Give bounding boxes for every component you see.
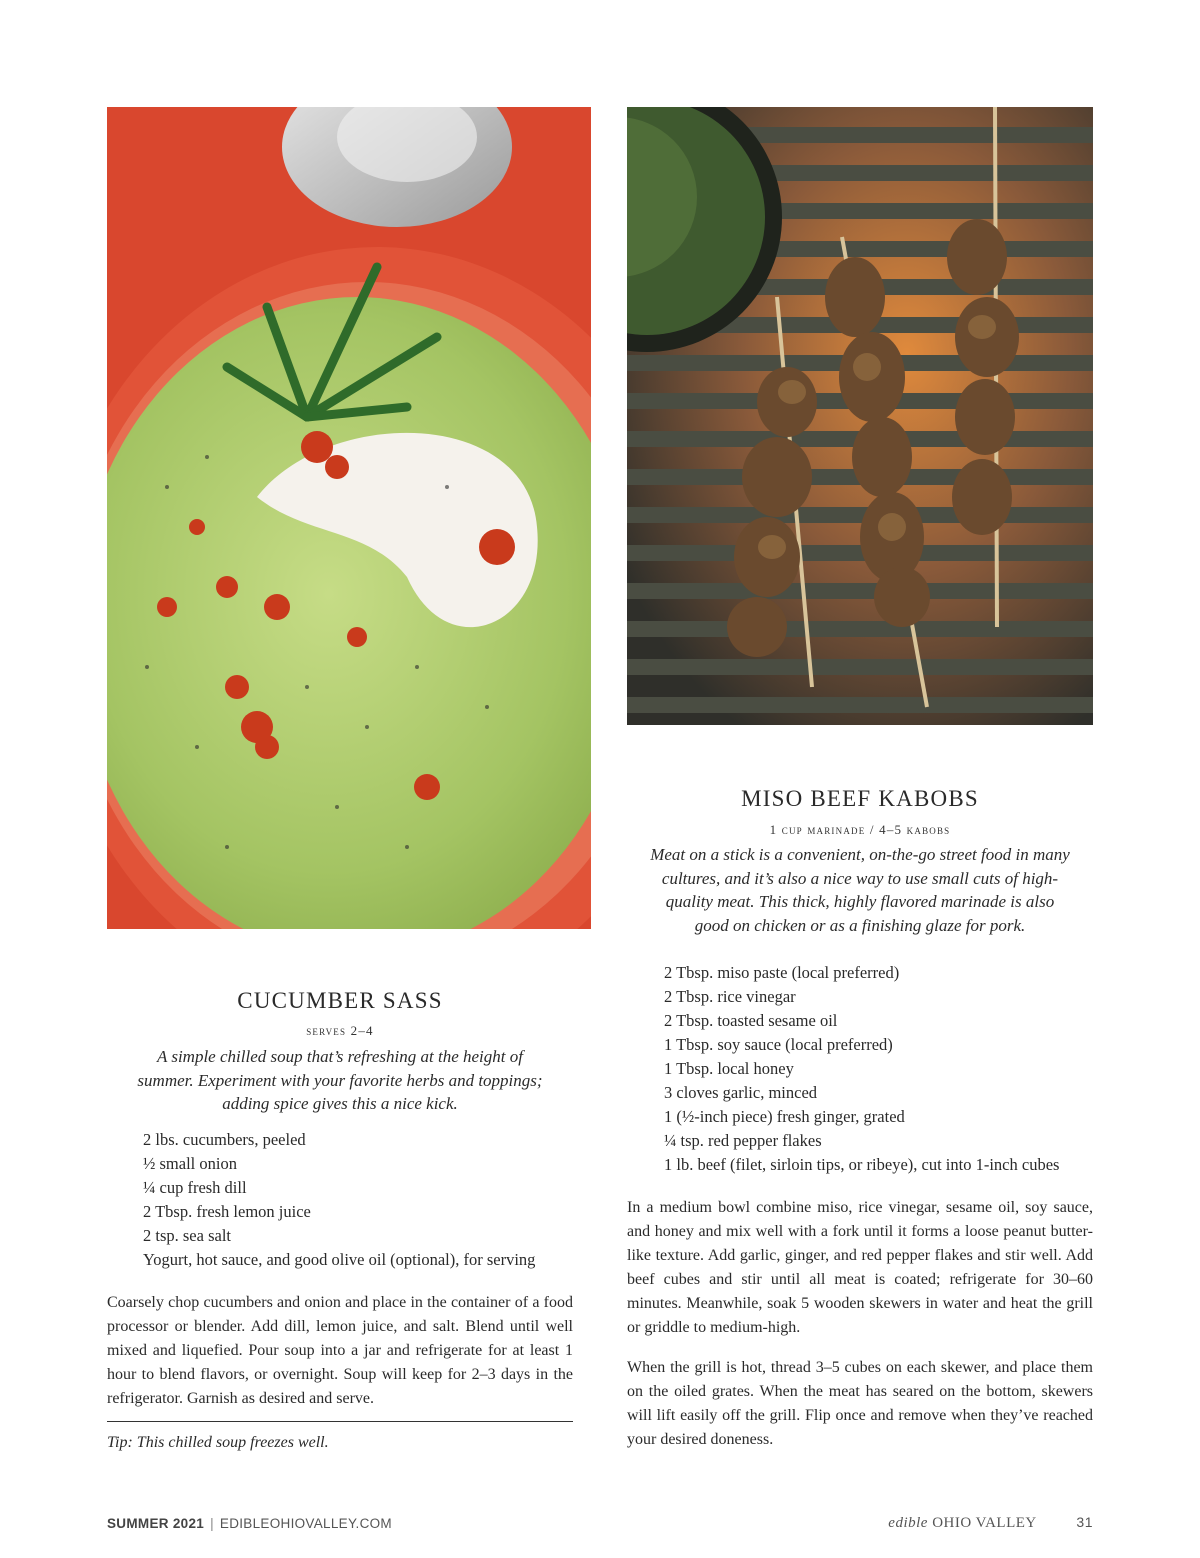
cucumber-recipe-title: CUCUMBER SASS — [237, 988, 443, 1013]
ingredient-item: 1 Tbsp. soy sauce (local preferred) — [664, 1035, 893, 1054]
footer-website: EDIBLEOHIOVALLEY.COM — [219, 1516, 392, 1531]
cucumber-recipe-intro: A simple chilled soup that’s refreshing at the height of summer. Experiment with your favorite herbs and toppings; adding spice gives this a nice kick. — [137, 1047, 543, 1113]
miso-method-step-1: In a medium bowl combine miso, rice vinegar, sesame oil, soy sauce, and honey and mix well with a fork until it forms a loose peanut butter-like texture. Add garlic, ginger, and red pepper flakes and stir well. Add beef cubes and stir until all meat is coated; refrigerate for 30–60 minutes. Meanwhile, soak 5 wooden skewers in water and heat the grill or griddle to medium-high. — [627, 1199, 1093, 1336]
ingredient-item: 2 tsp. sea salt — [143, 1226, 231, 1245]
ingredient-item: 1 Tbsp. local honey — [664, 1059, 794, 1078]
footer-brand-italic: edible — [888, 1515, 928, 1531]
ingredient-item: ¼ tsp. red pepper flakes — [664, 1131, 822, 1150]
page-number: 31 — [1076, 1514, 1093, 1530]
miso-beef-kabobs-photo — [627, 107, 1093, 725]
footer-separator: | — [210, 1516, 214, 1531]
cucumber-tip: Tip: This chilled soup freezes well. — [107, 1434, 329, 1451]
cucumber-soup-photo — [107, 107, 591, 929]
cucumber-recipe-yield: serves 2–4 — [306, 1023, 374, 1038]
ingredient-item: 2 lbs. cucumbers, peeled — [143, 1130, 306, 1149]
cucumber-method: Coarsely chop cucumbers and onion and place in the container of a food processor or blender. Add dill, lemon juice, and salt. Blend until well mixed and liquefied. Pour soup into a jar and refrigerate for at least 1 hour to blend flavors, or overnight. Soup will keep for 2–3 days in the refrigerator. Garnish as desired and serve. — [107, 1294, 573, 1407]
footer-season: SUMMER 2021 — [107, 1516, 205, 1531]
ingredient-item: 2 Tbsp. fresh lemon juice — [143, 1202, 311, 1221]
tip-divider — [107, 1421, 573, 1422]
ingredient-item: 1 (½-inch piece) fresh ginger, grated — [664, 1107, 905, 1126]
ingredient-item: 2 Tbsp. toasted sesame oil — [664, 1011, 838, 1030]
footer-brand-name: OHIO VALLEY — [932, 1515, 1037, 1531]
ingredient-item: 2 Tbsp. miso paste (local preferred) — [664, 963, 900, 982]
miso-ingredients-list — [664, 961, 1059, 1177]
ingredient-item: 3 cloves garlic, minced — [664, 1083, 818, 1102]
ingredient-item: ¼ cup fresh dill — [143, 1178, 247, 1197]
miso-recipe-title: MISO BEEF KABOBS — [741, 786, 979, 811]
miso-recipe-yield: 1 cup marinade / 4–5 kabobs — [769, 822, 951, 837]
ingredient-item: 2 Tbsp. rice vinegar — [664, 987, 796, 1006]
miso-method-step-2: When the grill is hot, thread 3–5 cubes on each skewer, and place them on the oiled grates. When the meat has seared on the bottom, skewers will lift easily off the grill. Flip once and remove when they’ve reached your desired doneness. — [627, 1359, 1093, 1448]
miso-recipe-intro: Meat on a stick is a convenient, on-the-go street food in many cultures, and it’s also a nice way to use small cuts of high-quality meat. This thick, highly flavored marinade is also good on chicken or as a finishing glaze for pork. — [650, 845, 1070, 935]
cucumber-soup-image — [107, 107, 591, 929]
miso-beef-kabobs-image — [627, 107, 1093, 725]
ingredient-item: Yogurt, hot sauce, and good olive oil (optional), for serving — [143, 1250, 536, 1269]
cucumber-ingredients-list — [143, 1128, 535, 1272]
footer-issue-info — [107, 1516, 392, 1531]
ingredient-item: 1 lb. beef (filet, sirloin tips, or ribeye), cut into 1-inch cubes — [664, 1155, 1060, 1174]
ingredient-item: ½ small onion — [143, 1154, 237, 1173]
footer-brand — [888, 1514, 1093, 1532]
